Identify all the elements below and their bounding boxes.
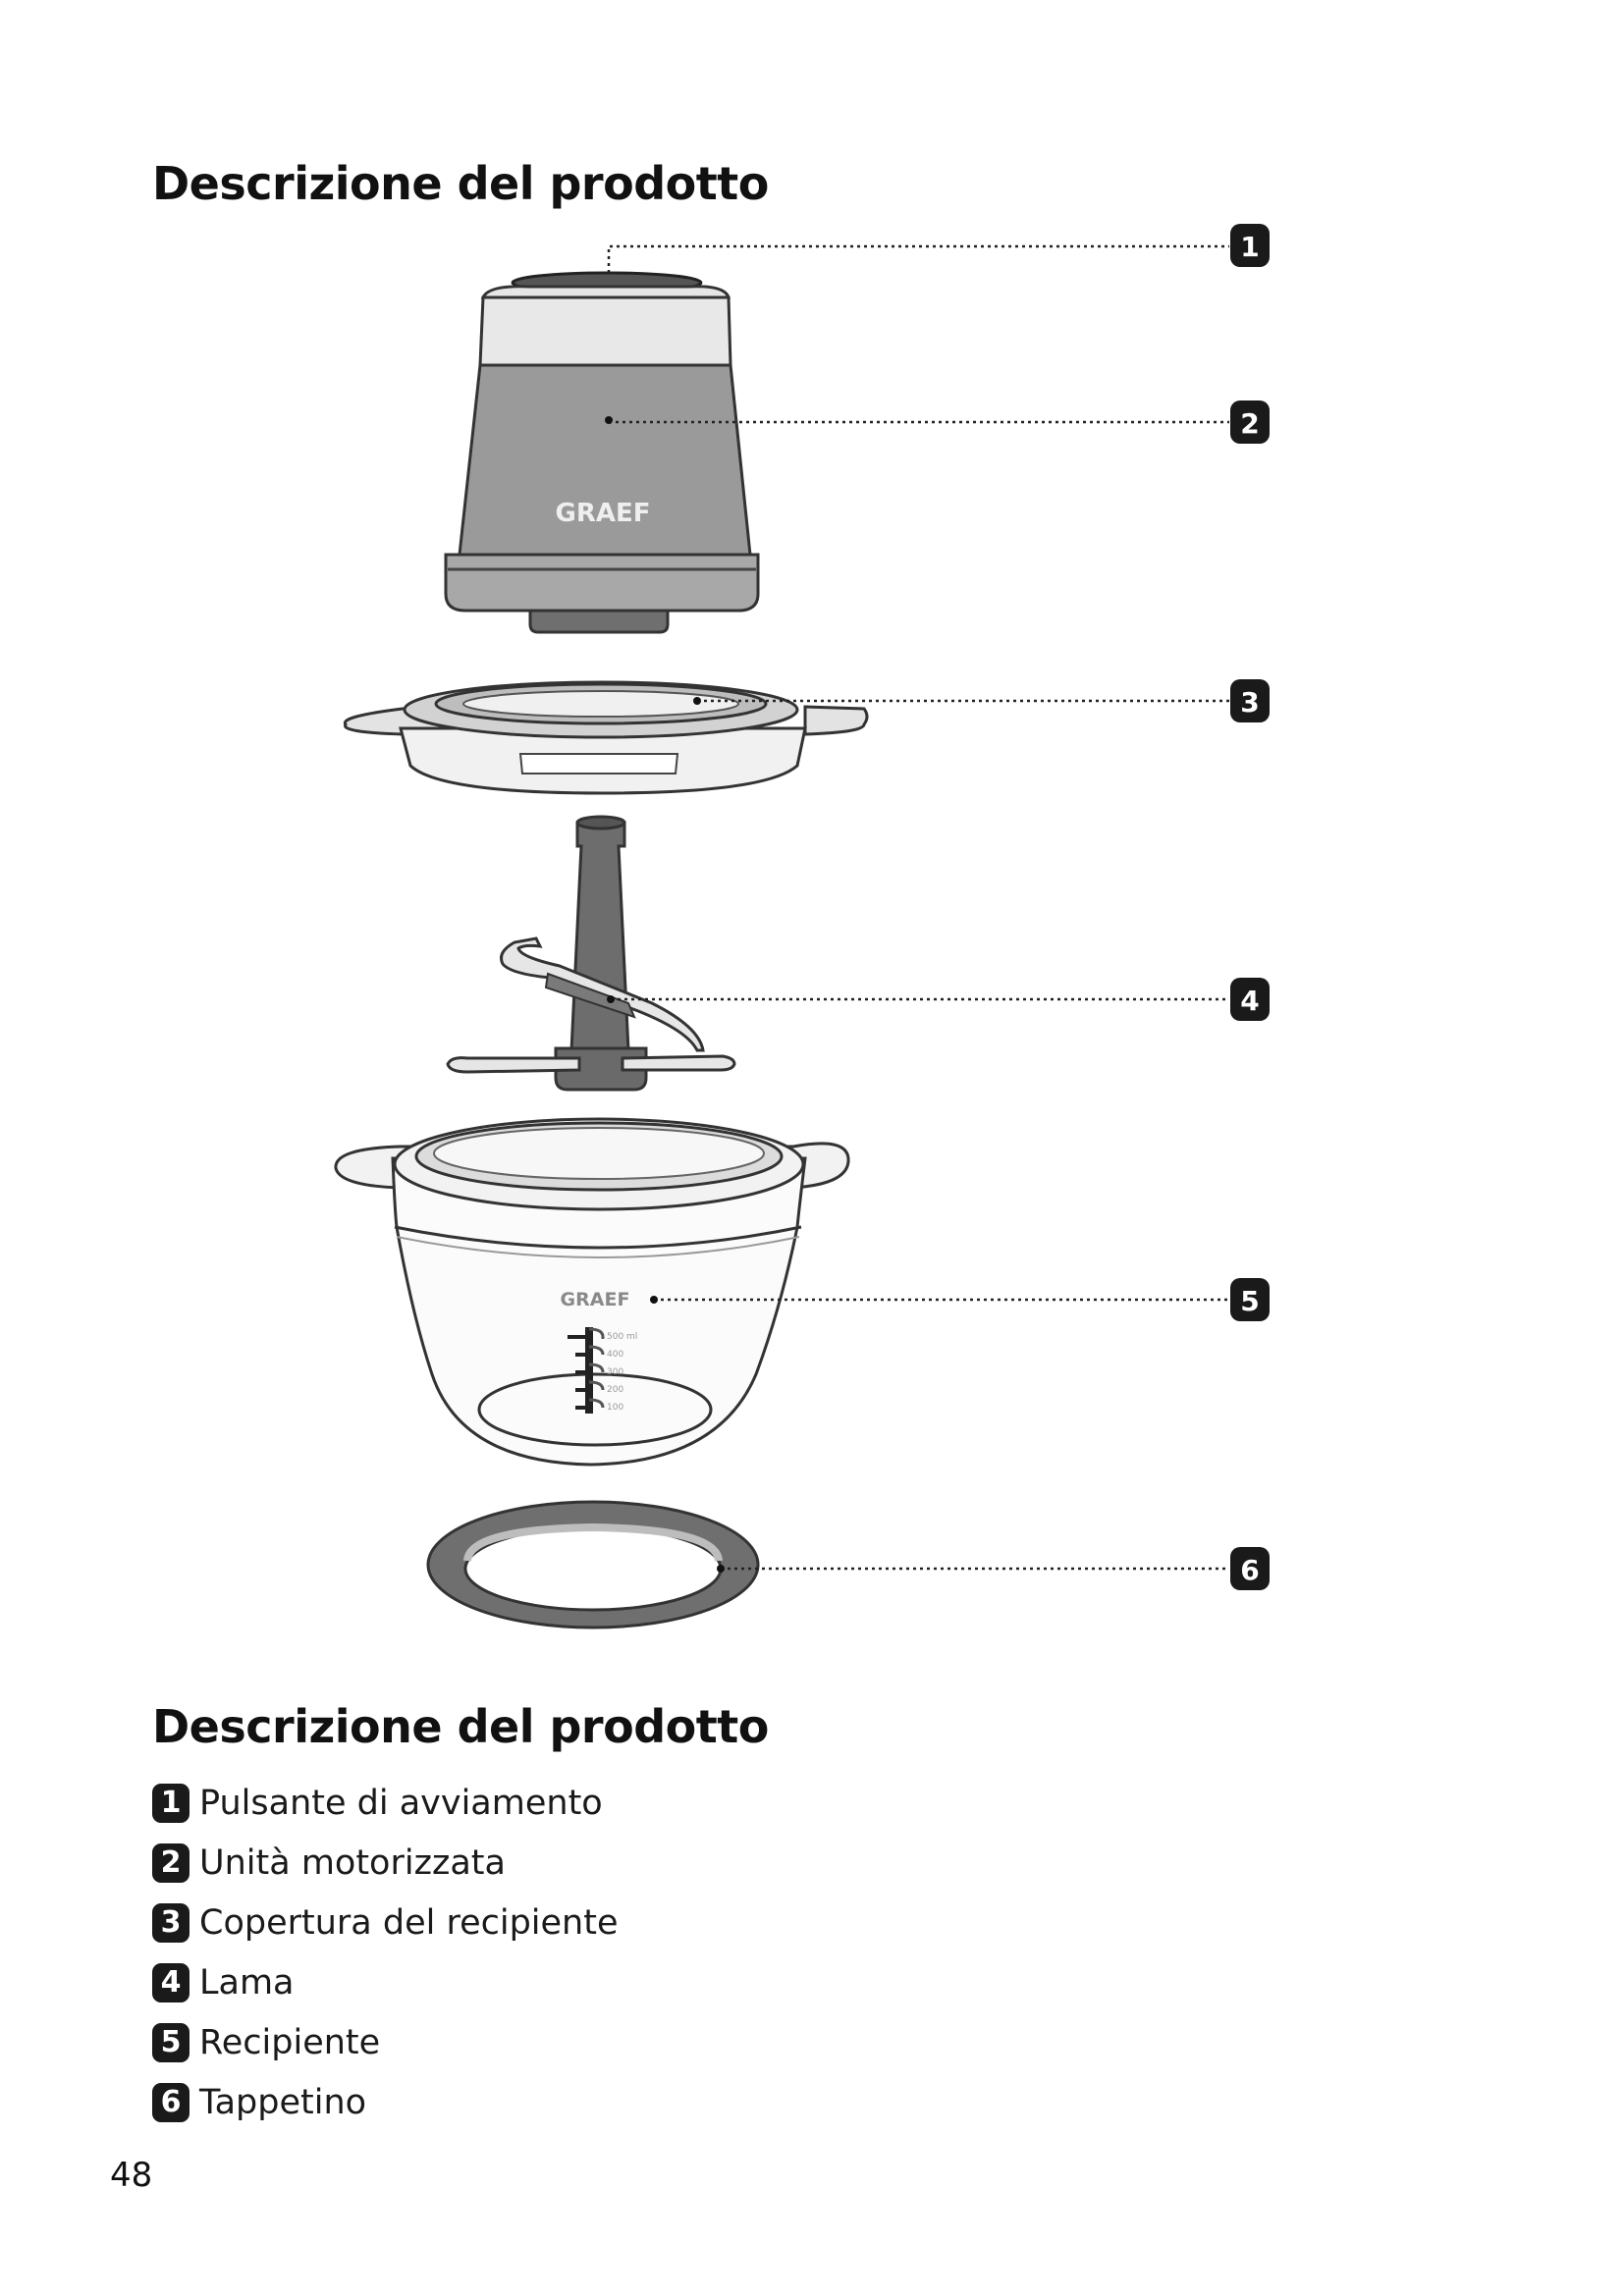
legend-item — [152, 1833, 619, 1893]
legend-number-badge: 1 — [152, 1784, 189, 1823]
callout-badge-6 — [1230, 1547, 1270, 1590]
legend-title: Descrizione del prodotto — [152, 1700, 769, 1753]
legend-item — [152, 2072, 619, 2132]
svg-text:6: 6 — [1240, 1554, 1260, 1586]
legend-label: Tappetino — [199, 2082, 367, 2122]
motor-unit-illustration — [446, 273, 758, 632]
bowl-cover-illustration — [345, 682, 867, 793]
legend-item — [152, 1952, 619, 2012]
svg-text:2: 2 — [1240, 407, 1260, 440]
svg-text:4: 4 — [1240, 985, 1260, 1017]
callout-badge-1 — [1230, 224, 1270, 267]
scale-mark-400: 400 — [607, 1350, 624, 1360]
page-title: Descrizione del prodotto — [152, 157, 769, 210]
legend-item — [152, 2012, 619, 2072]
bowl-brand-logo: GRAEF — [560, 1289, 630, 1310]
legend-label: Recipiente — [199, 2022, 381, 2062]
svg-text:1: 1 — [1240, 231, 1260, 263]
legend-number-badge: 3 — [152, 1903, 189, 1943]
page-number: 48 — [110, 2156, 153, 2195]
scale-mark-300: 300 — [607, 1367, 624, 1377]
scale-mark-200: 200 — [607, 1385, 624, 1395]
bowl-illustration — [336, 1119, 848, 1465]
legend-number-badge: 5 — [152, 2023, 189, 2062]
legend-number-badge: 4 — [152, 1963, 189, 2002]
legend-label: Lama — [199, 1962, 295, 2002]
callout-badge-5 — [1230, 1278, 1270, 1321]
legend-item — [152, 1893, 619, 1952]
svg-text:3: 3 — [1240, 686, 1260, 719]
callout-badge-4 — [1230, 978, 1270, 1021]
callout-badge-2 — [1230, 400, 1270, 444]
legend-label: Unità motorizzata — [199, 1842, 506, 1883]
brand-logo: GRAEF — [555, 499, 651, 528]
svg-text:5: 5 — [1240, 1285, 1260, 1317]
callout-badge-3 — [1230, 679, 1270, 722]
legend-number-badge: 2 — [152, 1843, 189, 1883]
legend-label: Pulsante di avviamento — [199, 1783, 603, 1823]
parts-legend — [152, 1773, 619, 2132]
legend-item — [152, 1773, 619, 1833]
scale-mark-500: 500 ml — [607, 1332, 638, 1342]
mat-illustration — [428, 1502, 758, 1628]
scale-mark-100: 100 — [607, 1403, 624, 1413]
blade-illustration — [448, 817, 734, 1090]
legend-label: Copertura del recipiente — [199, 1902, 619, 1943]
legend-number-badge: 6 — [152, 2083, 189, 2122]
